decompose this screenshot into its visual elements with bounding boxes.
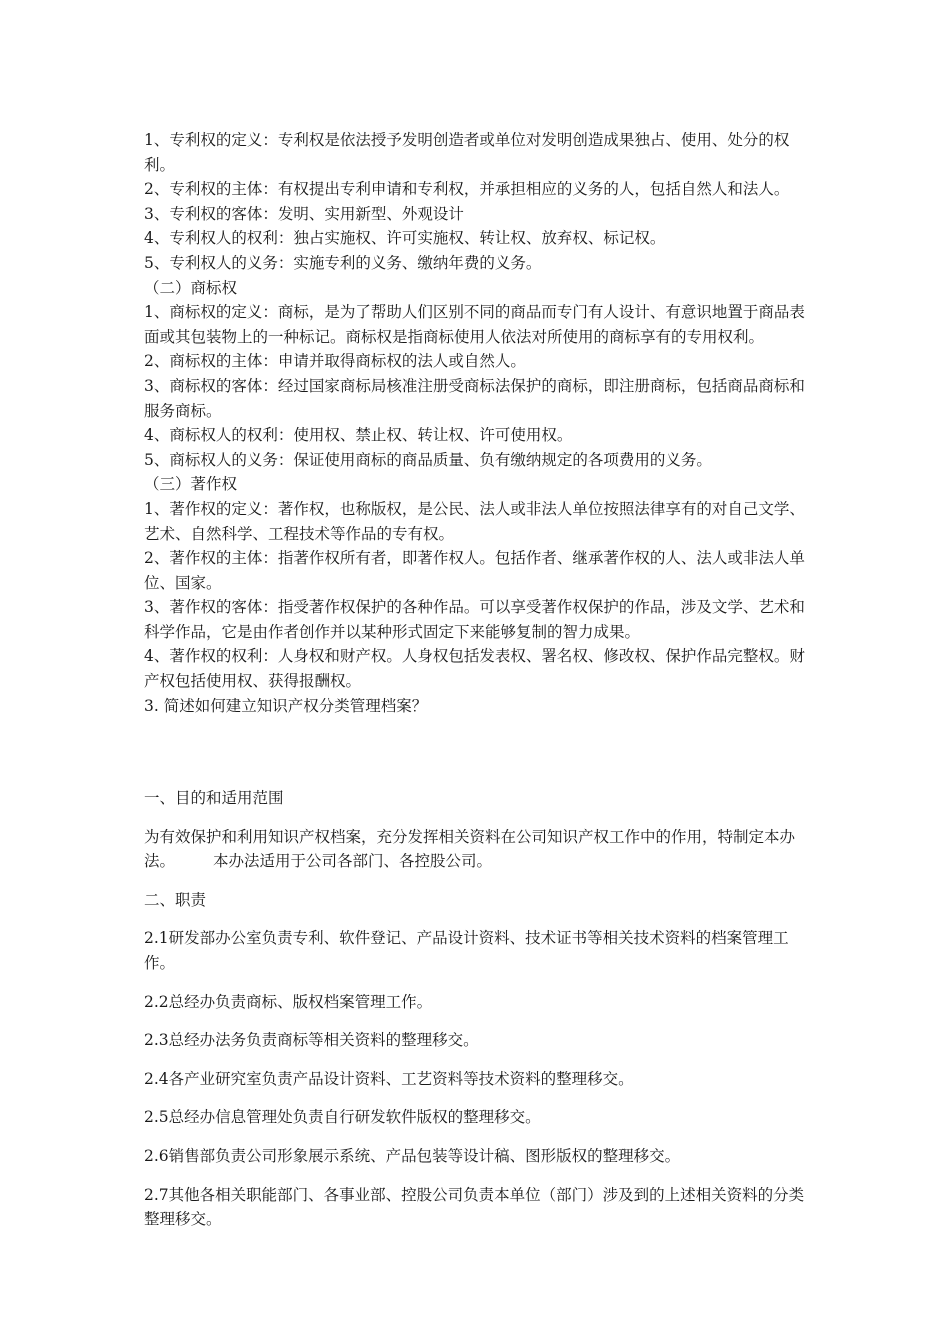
duty-item: 2.4各产业研究室负责产品设计资料、工艺资料等技术资料的整理移交。 <box>144 1069 634 1088</box>
duty-item: 2.3总经办法务负责商标等相关资料的整理移交。 <box>144 1031 479 1050</box>
duty-item: 2.7其他各相关职能部门、各事业部、控股公司负责本单位（部门）涉及到的上述相关资料的分类整理移交。 <box>144 1185 805 1229</box>
lower-section <box>144 786 809 1246</box>
duty-item: 2.5总经办信息管理处负责自行研发软件版权的整理移交。 <box>144 1108 541 1127</box>
upper-section <box>144 128 809 718</box>
trademark-duties: 5、商标权人的义务：保证使用商标的商品质量、负有缴纳规定的各项费用的义务。 <box>144 450 712 469</box>
patent-duties: 5、专利权人的义务：实施专利的义务、缴纳年费的义务。 <box>144 253 542 272</box>
copyright-object: 3、著作权的客体：指受著作权保护的各种作品。可以享受著作权保护的作品，涉及文学、艺术和科学作品，它是由作者创作并以某种形式固定下来能够复制的智力成果。 <box>144 598 805 641</box>
purpose-paragraph <box>144 825 809 874</box>
purpose-text-a: 为有效保护和利用知识产权档案，充分发挥相关资料在公司知识产权工作中的作用，特制定本办法。 <box>144 827 796 871</box>
heading-copyright: （三）著作权 <box>144 475 238 494</box>
heading-trademark: （二）商标权 <box>144 278 238 297</box>
duty-item: 2.2总经办负责商标、版权档案管理工作。 <box>144 992 433 1011</box>
duty-item: 2.6销售部负责公司形象展示系统、产品包装等设计稿、图形版权的整理移交。 <box>144 1146 681 1165</box>
trademark-subject: 2、商标权的主体：申请并取得商标权的法人或自然人。 <box>144 352 526 371</box>
purpose-text-b: 本办法适用于公司各部门、各控股公司。 <box>213 852 493 871</box>
patent-subject: 2、专利权的主体：有权提出专利申请和专利权，并承担相应的义务的人，包括自然人和法人。 <box>144 180 790 199</box>
question-heading: 3. 简述如何建立知识产权分类管理档案？ <box>144 696 428 715</box>
trademark-definition: 1、商标权的定义：商标，是为了帮助人们区别不同的商品而专门有人设计、有意识地置于商品表面或其包装物上的一种标记。商标权是指商标使用人依法对所使用的商标享有的专用权利。 <box>144 303 805 346</box>
trademark-object: 3、商标权的客体：经过国家商标局核准注册受商标法保护的商标，即注册商标，包括商品商标和服务商标。 <box>144 376 805 420</box>
patent-rights: 4、专利权人的权利：独占实施权、许可实施权、转让权、放弃权、标记权。 <box>144 229 666 248</box>
copyright-definition: 1、著作权的定义：著作权，也称版权，是公民、法人或非法人单位按照法律享有的对自己文学、艺术、自然科学、工程技术等作品的专有权。 <box>144 499 805 543</box>
patent-object: 3、专利权的客体：发明、实用新型、外观设计 <box>144 204 464 223</box>
patent-definition: 1、专利权的定义：专利权是依法授予发明创造者或单位对发明创造成果独占、使用、处分的权利。 <box>144 131 790 174</box>
heading-purpose: 一、目的和适用范围 <box>144 789 284 807</box>
heading-duty: 二、职责 <box>144 890 207 909</box>
trademark-rights: 4、商标权人的权利：使用权、禁止权、转让权、许可使用权。 <box>144 426 573 445</box>
duty-item: 2.1研发部办公室负责专利、软件登记、产品设计资料、技术证书等相关技术资料的档案管理工作。 <box>144 929 789 972</box>
copyright-rights: 4、著作权的权利：人身权和财产权。人身权包括发表权、署名权、修改权、保护作品完整权。财产权包括使用权、获得报酬权。 <box>144 647 805 691</box>
copyright-subject: 2、著作权的主体：指著作权所有者，即著作权人。包括作者、继承著作权的人、法人或非法人单位、国家。 <box>144 549 805 592</box>
